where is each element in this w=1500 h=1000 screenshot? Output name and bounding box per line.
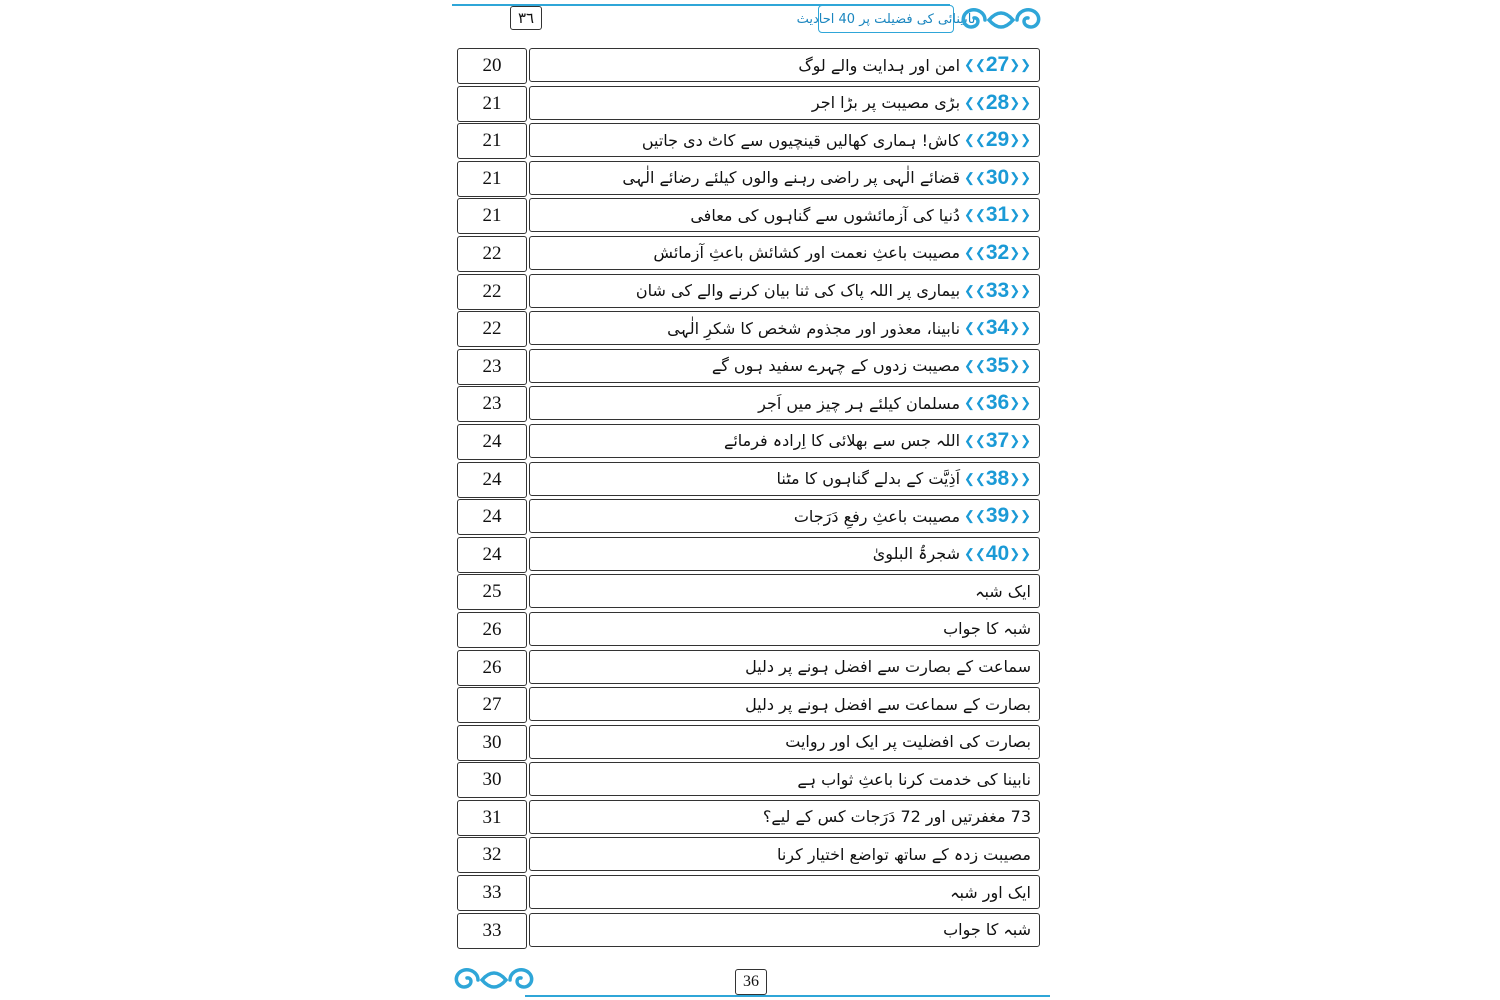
hadith-number: 34 [985, 316, 1010, 340]
toc-entry-title: قضائے الٰہی پر راضی رہنے والوں کیلئے رضائے الٰہی [622, 168, 961, 188]
toc-row [457, 875, 1043, 913]
toc-page-number: 21 [457, 198, 527, 234]
toc-entry[interactable] [529, 311, 1040, 345]
bracket-right-icon: ❯❯ [1009, 470, 1031, 486]
toc-page-number: 24 [457, 462, 527, 498]
footer-page-number: 36 [735, 969, 767, 995]
toc-row [457, 462, 1043, 500]
toc-page-number: 21 [457, 123, 527, 159]
toc-entry[interactable] [529, 612, 1040, 646]
hadith-number: 32 [985, 240, 1010, 264]
toc-entry[interactable] [529, 875, 1040, 909]
toc-entry[interactable] [529, 499, 1040, 533]
toc-row [457, 48, 1043, 86]
bracket-left-icon: ❮❮ [964, 282, 986, 298]
toc-entry-title: ایک شبہ [975, 581, 1031, 601]
toc-entry-title: دُنیا کی آزمائشوں سے گناہوں کی معافی [690, 205, 961, 225]
toc-page-number: 31 [457, 800, 527, 836]
toc-entry-title: بصارت کے سماعت سے افضل ہونے پر دلیل [745, 694, 1031, 714]
toc-row [457, 913, 1043, 951]
bracket-right-icon: ❯❯ [1009, 508, 1031, 524]
toc-row [457, 687, 1043, 725]
toc-page-number: 30 [457, 725, 527, 761]
bracket-left-icon: ❮❮ [964, 207, 986, 223]
toc-entry[interactable] [529, 161, 1040, 195]
bracket-left-icon: ❮❮ [964, 169, 986, 185]
hadith-number-badge [964, 128, 1031, 152]
toc-row [457, 198, 1043, 236]
toc-page-number: 21 [457, 161, 527, 197]
toc-entry[interactable] [529, 913, 1040, 947]
hadith-number: 30 [985, 165, 1010, 189]
toc-entry[interactable] [529, 424, 1040, 458]
toc-page-number: 25 [457, 574, 527, 610]
hadith-number-badge [964, 203, 1031, 227]
toc-entry-title: اَذِیَّت کے بدلے گناہوں کا مٹنا [776, 469, 961, 489]
toc-row [457, 837, 1043, 875]
toc-row [457, 123, 1043, 161]
toc-page-number: 24 [457, 424, 527, 460]
toc-page-number: 33 [457, 875, 527, 911]
hadith-number-badge [964, 316, 1031, 340]
toc-entry-title: ایک اور شبہ [950, 882, 1031, 902]
hadith-number: 31 [985, 203, 1010, 227]
toc-page-number: 22 [457, 274, 527, 310]
bracket-left-icon: ❮❮ [964, 57, 986, 72]
toc-page-number: 20 [457, 48, 527, 84]
hadith-number-badge [964, 504, 1031, 528]
toc-entry-title: مسلمان کیلئے ہر چیز میں اَجر [758, 393, 961, 413]
toc-page-number: 24 [457, 499, 527, 535]
toc-entry[interactable] [529, 574, 1040, 608]
hadith-number: 35 [985, 353, 1010, 377]
toc-entry[interactable] [529, 386, 1040, 420]
toc-entry[interactable] [529, 687, 1040, 721]
toc-entry[interactable] [529, 800, 1040, 834]
bracket-left-icon: ❮❮ [964, 132, 986, 148]
toc-page-number: 22 [457, 236, 527, 272]
hadith-number-badge [964, 542, 1031, 566]
bracket-right-icon: ❯❯ [1009, 320, 1031, 336]
toc-page-number: 23 [457, 349, 527, 385]
toc-page-number: 24 [457, 537, 527, 573]
hadith-number: 39 [985, 504, 1010, 528]
header-page-number: ٣٦ [510, 6, 542, 30]
bracket-left-icon: ❮❮ [964, 395, 986, 411]
toc-page-number: 33 [457, 913, 527, 949]
toc-row [457, 311, 1043, 349]
hadith-number: 40 [985, 541, 1010, 565]
toc-page-number: 32 [457, 837, 527, 873]
toc-row [457, 574, 1043, 612]
footer-ornament-icon [448, 960, 540, 1000]
footer-rule [525, 995, 1050, 997]
bracket-right-icon: ❯❯ [1009, 57, 1031, 72]
bracket-left-icon: ❮❮ [964, 357, 986, 373]
toc-entry[interactable] [529, 762, 1040, 796]
bracket-left-icon: ❮❮ [964, 94, 986, 110]
toc-row [457, 650, 1043, 688]
toc-row [457, 236, 1043, 274]
toc-table [457, 48, 1043, 950]
toc-row [457, 800, 1043, 838]
hadith-number-badge [964, 166, 1031, 190]
toc-page-number: 27 [457, 687, 527, 723]
hadith-number: 29 [985, 128, 1010, 152]
bracket-right-icon: ❯❯ [1009, 432, 1031, 448]
toc-entry[interactable] [529, 837, 1040, 871]
hadith-number: 33 [985, 278, 1010, 302]
toc-entry-title: بیماری پر اللہ پاک کی ثنا بیان کرنے والے کی شان [635, 281, 961, 301]
toc-page-number: 30 [457, 762, 527, 798]
toc-entry-title: مصیبت زدہ کے ساتھ تواضع اختیار کرنا [776, 844, 1031, 864]
toc-entry[interactable] [529, 725, 1040, 759]
toc-entry[interactable] [529, 236, 1040, 270]
hadith-number: 37 [985, 428, 1010, 452]
toc-entry-title: مصیبت زدوں کے چہرے سفید ہوں گے [711, 356, 961, 376]
toc-entry[interactable] [529, 537, 1040, 571]
bracket-right-icon: ❯❯ [1009, 132, 1031, 148]
header-title: نابینائی کی فضیلت پر 40 احادیث [818, 5, 954, 33]
toc-page-number: 23 [457, 386, 527, 422]
toc-entry[interactable] [529, 86, 1040, 120]
toc-row [457, 762, 1043, 800]
bracket-left-icon: ❮❮ [964, 470, 986, 486]
toc-row [457, 86, 1043, 124]
toc-entry-title: کاش! ہماری کھالیں قینچیوں سے کاٹ دی جاتیں [641, 130, 961, 150]
toc-entry-title: 73 مغفرتیں اور 72 دَرَجات کس کے لیے؟ [762, 807, 1031, 827]
hadith-number-badge [964, 429, 1031, 453]
toc-row [457, 424, 1043, 462]
toc-entry[interactable] [529, 349, 1040, 383]
toc-entry-title: نابینا، معذور اور مجذوم شخص کا شکرِ الٰہی [667, 318, 961, 338]
bracket-right-icon: ❯❯ [1009, 169, 1031, 185]
bracket-left-icon: ❮❮ [964, 545, 986, 561]
bracket-left-icon: ❮❮ [964, 320, 986, 336]
toc-entry[interactable] [529, 462, 1040, 496]
toc-row [457, 274, 1043, 312]
hadith-number-badge [964, 467, 1031, 491]
toc-row [457, 537, 1043, 575]
toc-row [457, 161, 1043, 199]
toc-page-number: 22 [457, 311, 527, 347]
bracket-right-icon: ❯❯ [1009, 244, 1031, 260]
hadith-number: 38 [985, 466, 1010, 490]
bracket-right-icon: ❯❯ [1009, 94, 1031, 110]
hadith-number-badge [964, 53, 1031, 77]
toc-row [457, 499, 1043, 537]
toc-entry-title: شجرۃُ البلویٰ [872, 544, 961, 564]
toc-entry[interactable] [529, 274, 1040, 308]
toc-entry[interactable] [529, 198, 1040, 232]
header-ornament-icon [955, 0, 1047, 40]
toc-entry-title: مصیبت باعثِ نعمت اور کشائش باعثِ آزمائش [653, 243, 961, 263]
hadith-number-badge [964, 354, 1031, 378]
toc-entry[interactable] [529, 48, 1040, 82]
bracket-left-icon: ❮❮ [964, 508, 986, 524]
toc-row [457, 612, 1043, 650]
hadith-number: 28 [985, 90, 1010, 114]
toc-entry-title: شبہ کا جواب [943, 920, 1031, 940]
toc-entry-title: نابینا کی خدمت کرنا باعثِ ثواب ہے [797, 769, 1031, 789]
hadith-number-badge [964, 241, 1031, 265]
bracket-right-icon: ❯❯ [1009, 545, 1031, 561]
bracket-right-icon: ❯❯ [1009, 282, 1031, 298]
toc-entry-title: بصارت کی افضلیت پر ایک اور روایت [785, 732, 1031, 752]
toc-entry-title: اللہ جس سے بھلائی کا اِرادہ فرمائے [723, 431, 961, 451]
hadith-number-badge [964, 391, 1031, 415]
toc-page-number: 21 [457, 86, 527, 122]
bracket-right-icon: ❯❯ [1009, 207, 1031, 223]
bracket-left-icon: ❮❮ [964, 244, 986, 260]
toc-entry[interactable] [529, 650, 1040, 684]
bracket-left-icon: ❮❮ [964, 432, 986, 448]
bracket-right-icon: ❯❯ [1009, 357, 1031, 373]
toc-row [457, 349, 1043, 387]
bracket-right-icon: ❯❯ [1009, 395, 1031, 411]
toc-entry-title: امن اور ہدایت والے لوگ [798, 55, 961, 75]
toc-entry[interactable] [529, 123, 1040, 157]
hadith-number-badge [964, 91, 1031, 115]
toc-entry-title: شبہ کا جواب [943, 619, 1031, 639]
toc-entry-title: مصیبت باعثِ رفعِ دَرَجات [793, 506, 961, 526]
toc-page-number: 26 [457, 612, 527, 648]
hadith-number-badge [964, 279, 1031, 303]
hadith-number: 27 [985, 53, 1010, 76]
toc-entry-title: بڑی مصیبت پر بڑا اجر [811, 93, 961, 113]
toc-page-number: 26 [457, 650, 527, 686]
toc-entry-title: سماعت کے بصارت سے افضل ہونے پر دلیل [745, 657, 1031, 676]
hadith-number: 36 [985, 391, 1010, 415]
toc-row [457, 725, 1043, 763]
toc-row [457, 386, 1043, 424]
